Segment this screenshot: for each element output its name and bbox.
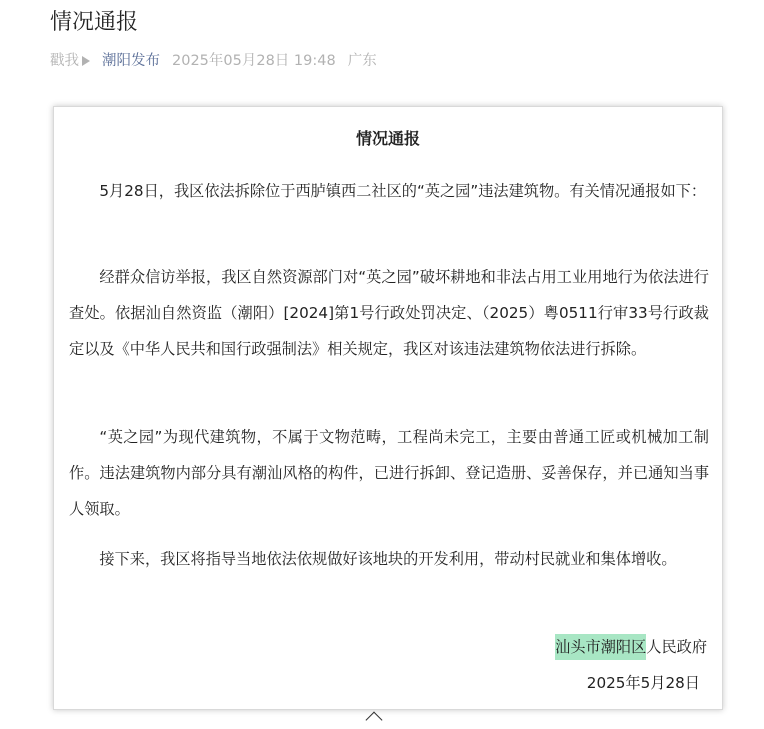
account-name-link[interactable]: 潮阳发布 bbox=[102, 53, 160, 69]
article-meta bbox=[50, 50, 377, 72]
document-paragraph-4: 接下来，我区将指导当地依法依规做好该地块的开发利用，带动村民就业和集体增收。 bbox=[99, 550, 677, 568]
document-paragraph-2: 经群众信访举报，我区自然资源部门对“英之园”破坏耕地和非法占用工业用地行为依法进行查处。依据汕自然资监（潮阳）[2024]第1号行政处罚决定、（2025）粤0511行审33号行政裁定以及《中华人民共和国行政强制法》相关规定，我区对该违法建筑物依法进行拆除。 bbox=[69, 268, 709, 358]
article-title: 情况通报 bbox=[50, 10, 139, 35]
publish-time: 2025年05月28日 19:48 bbox=[172, 53, 336, 69]
document-paragraph-1: 5月28日，我区依法拆除位于西胪镇西二社区的“英之园”违法建筑物。有关情况通报如下： bbox=[99, 182, 707, 200]
author-tag[interactable]: 戳我 bbox=[50, 53, 79, 69]
signature-org-rest: 人民政府 bbox=[646, 638, 707, 656]
document-title: 情况通报 bbox=[355, 129, 420, 148]
signature-date: 2025年5月28日 bbox=[586, 674, 700, 692]
signature-org-highlight: 汕头市潮阳区 bbox=[555, 634, 646, 660]
chevron-up-icon[interactable] bbox=[366, 712, 383, 729]
signature-organization bbox=[555, 629, 707, 665]
publish-location: 广东 bbox=[347, 53, 377, 69]
triangle-right-icon bbox=[82, 56, 90, 66]
notice-document-image bbox=[53, 106, 723, 710]
document-paragraph-3: “英之园”为现代建筑物，不属于文物范畴，工程尚未完工，主要由普通工匠或机械加工制作。违法建筑物内部分具有潮汕风格的构件，已进行拆卸、登记造册、妥善保存，并已通知当事人领取。 bbox=[69, 428, 709, 518]
